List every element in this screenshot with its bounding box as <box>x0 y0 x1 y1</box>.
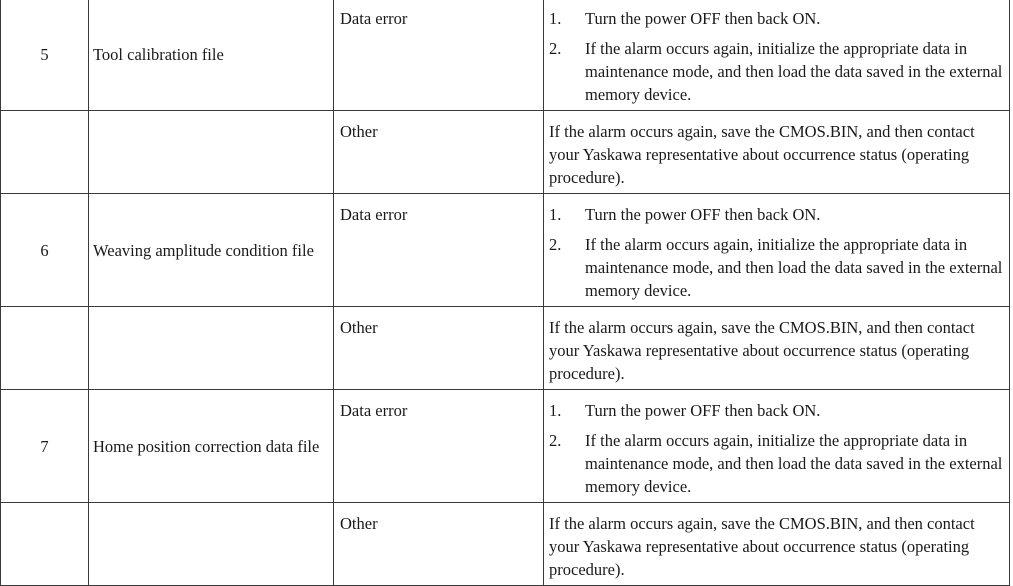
item-name-cell <box>89 390 334 503</box>
table-row <box>1 194 1010 307</box>
step-text: Turn the power OFF then back ON. <box>585 401 821 420</box>
remedy-cell <box>544 111 1010 194</box>
item-number-cell <box>1 0 89 111</box>
item-number: 5 <box>40 44 49 64</box>
remedy-text: If the alarm occurs again, save the CMOS.BIN, and then contact your Yaskawa representative about occurrence status (operating procedure). <box>549 318 975 383</box>
remedy-cell <box>544 503 1010 586</box>
remedy-text: If the alarm occurs again, save the CMOS.BIN, and then contact your Yaskawa representative about occurrence status (operating procedure). <box>549 514 975 579</box>
item-name-cell <box>89 194 334 307</box>
item-number: 6 <box>40 240 49 260</box>
empty-number-cell <box>1 307 89 390</box>
item-number-cell <box>1 194 89 307</box>
table-row <box>1 503 1010 586</box>
step-text: Turn the power OFF then back ON. <box>585 205 821 224</box>
table-row <box>1 307 1010 390</box>
step-text: If the alarm occurs again, initialize the appropriate data in maintenance mode, and then load the data saved in the external memory device. <box>585 431 1003 496</box>
remedy-cell <box>544 194 1010 307</box>
remedy-step <box>549 203 1003 226</box>
empty-number-cell <box>1 503 89 586</box>
empty-name-cell <box>89 503 334 586</box>
cause-cell <box>334 307 544 390</box>
empty-number-cell <box>1 111 89 194</box>
remedy-cell <box>544 307 1010 390</box>
item-number: 7 <box>40 436 49 456</box>
cause-cell <box>334 503 544 586</box>
step-number: 1. <box>549 205 562 224</box>
cause-text: Data error <box>340 401 408 420</box>
item-name: Tool calibration file <box>93 44 224 64</box>
table-row <box>1 111 1010 194</box>
cause-cell <box>334 111 544 194</box>
empty-name-cell <box>89 111 334 194</box>
step-text: Turn the power OFF then back ON. <box>585 9 821 28</box>
remedy-step <box>549 399 1003 422</box>
remedy-text: If the alarm occurs again, save the CMOS.BIN, and then contact your Yaskawa representative about occurrence status (operating procedure). <box>549 122 975 187</box>
step-number: 1. <box>549 401 562 420</box>
remedy-cell <box>544 0 1010 111</box>
cause-text: Other <box>340 318 378 337</box>
step-number: 2. <box>549 235 562 254</box>
table-row <box>1 0 1010 111</box>
step-number: 2. <box>549 39 562 58</box>
item-number-cell <box>1 390 89 503</box>
remedy-step <box>549 429 1003 498</box>
item-name-cell <box>89 0 334 111</box>
step-number: 1. <box>549 9 562 28</box>
remedy-step <box>549 7 1003 30</box>
empty-name-cell <box>89 307 334 390</box>
cause-text: Data error <box>340 9 408 28</box>
cause-text: Data error <box>340 205 408 224</box>
cause-cell <box>334 194 544 307</box>
remedy-step <box>549 37 1003 106</box>
cause-text: Other <box>340 122 378 141</box>
table-row <box>1 390 1010 503</box>
item-name: Home position correction data file <box>93 436 320 456</box>
cause-text: Other <box>340 514 378 533</box>
step-number: 2. <box>549 431 562 450</box>
cause-cell <box>334 0 544 111</box>
cause-cell <box>334 390 544 503</box>
remedy-cell <box>544 390 1010 503</box>
step-text: If the alarm occurs again, initialize the appropriate data in maintenance mode, and then load the data saved in the external memory device. <box>585 39 1003 104</box>
item-name: Weaving amplitude condition file <box>93 240 314 260</box>
remedy-step <box>549 233 1003 302</box>
step-text: If the alarm occurs again, initialize the appropriate data in maintenance mode, and then load the data saved in the external memory device. <box>585 235 1003 300</box>
